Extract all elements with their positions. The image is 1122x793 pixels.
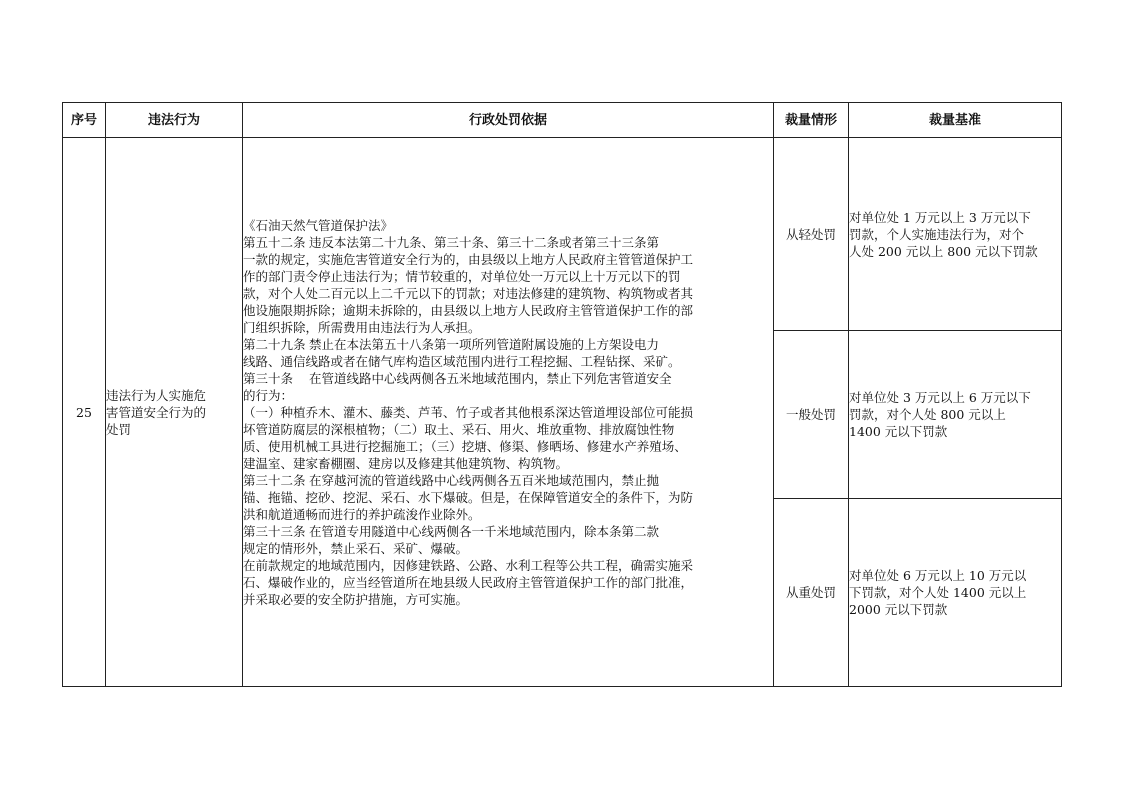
violation-line: 处罚 [106,421,132,437]
standard-light [849,138,1062,331]
article-number: 第三十二条 [243,472,306,488]
article-text: 在穿越河流的管道线路中心线两侧各五百米地域范围内，禁止抛 [309,472,660,488]
standard-normal [849,331,1062,499]
header-discretion-case: 裁量情形 [774,103,849,138]
legal-basis-cell [243,138,774,687]
standard-line: 下罚款，对个人处 1400 元以上 [849,585,1027,600]
header-legal-basis: 行政处罚依据 [243,103,774,138]
case-label-heavy: 从重处罚 [774,499,849,687]
article-text: 在前款规定的地域范围内，因修建铁路、公路、水利工程等公共工程，确需实施采 [243,557,694,573]
article-text: 坏管道防腐层的深根植物；（二）取土、采石、用火、堆放重物、排放腐蚀性物 [243,421,675,437]
legal-basis-line [243,540,773,557]
legal-basis-line [243,557,773,574]
standard-line: 罚款，对个人处 800 元以上 [849,407,1006,422]
article-text: 线路、通信线路或者在储气库构造区域范围内进行工程挖掘、工程钻探、采矿。 [243,353,681,369]
header-violation: 违法行为 [106,103,243,138]
legal-basis-line [243,285,773,302]
legal-basis-line [243,353,773,370]
standard-line: 罚款，个人实施违法行为，对个 [849,226,1025,242]
article-text: 款，对个人处二百元以上二千元以下的罚款；对违法修建的建筑物、构筑物或者其 [243,285,694,301]
standard-line: 对单位处 3 万元以上 6 万元以下 [849,390,1031,405]
article-text: （一）种植乔木、灌木、藤类、芦苇、竹子或者其他根系深达管道埋设部位可能损 [243,404,694,420]
legal-basis-line [243,404,773,421]
article-text: 在管道专用隧道中心线两侧各一千米地域范围内，除本条第二款 [309,523,660,539]
legal-basis-line [243,574,773,591]
article-text: 规定的情形外，禁止采石、采矿、爆破。 [243,540,469,556]
legal-basis-line [243,455,773,472]
violation-cell [106,138,243,687]
legal-basis-line [243,489,773,506]
legal-basis-line [243,421,773,438]
legal-basis-line [243,251,773,268]
article-text: 石、爆破作业的，应当经管道所在地县级人民政府主管管道保护工作的部门批准， [243,574,694,590]
case-label-light: 从轻处罚 [774,138,849,331]
article-text: 建温室、建家畜棚圈、建房以及修建其他建筑物、构筑物。 [243,455,569,471]
article-text: 门组织拆除，所需费用由违法行为人承担。 [243,319,481,335]
article-number: 第五十二条 [243,234,306,250]
standard-line: 对单位处 1 万元以上 3 万元以下 [849,209,1031,225]
penalty-standard-table [62,102,1062,687]
legal-basis-line [243,319,773,336]
article-text: 质、使用机械工具进行挖掘施工；（三）挖塘、修渠、修晒场、修建水产养殖场、 [243,438,687,454]
legal-basis-line [243,217,773,234]
legal-basis-text [243,217,773,608]
legal-basis-line [243,472,773,489]
legal-basis-line [243,506,773,523]
article-text: 作的部门责令停止违法行为；情节较重的，对单位处一万元以上十万元以下的罚 [243,268,681,284]
case-label-normal: 一般处罚 [774,331,849,499]
article-number: 第二十九条 [243,336,306,352]
article-text: 一款的规定，实施危害管道安全行为的，由县级以上地方人民政府主管管道保护工 [243,251,694,267]
article-text: 违反本法第二十九条、第三十条、第三十二条或者第三十三条第 [309,234,660,250]
standard-line: 人处 200 元以上 800 元以下罚款 [849,243,1038,259]
standard-line: 对单位处 6 万元以上 10 万元以 [849,568,1027,583]
article-text: 的行为： [243,387,294,403]
legal-basis-line [243,387,773,404]
article-text: 锚、拖锚、挖砂、挖泥、采石、水下爆破。但是，在保障管道安全的条件下，为防 [243,489,694,505]
article-text: 《石油天然气管道保护法》 [243,217,394,233]
legal-basis-line [243,438,773,455]
legal-basis-line [243,591,773,608]
legal-basis-line [243,302,773,319]
legal-basis-line [243,336,773,353]
standard-line: 1400 元以下罚款 [849,424,948,439]
violation-line: 害管道安全行为的 [106,404,207,420]
article-number: 第三十三条 [243,523,306,539]
header-row [63,103,1062,138]
article-text: 并采取必要的安全防护措施，方可实施。 [243,591,469,607]
standard-heavy [849,499,1062,687]
standard-line: 2000 元以下罚款 [849,602,948,617]
legal-basis-line [243,370,773,387]
violation-line: 违法行为人实施危 [106,387,207,403]
header-discretion-standard: 裁量基准 [849,103,1062,138]
seq-cell: 25 [63,138,106,687]
article-text: 他设施限期拆除；逾期未拆除的，由县级以上地方人民政府主管管道保护工作的部 [243,302,694,318]
article-number: 第三十条 [243,370,294,386]
article-text: 洪和航道通畅而进行的养护疏浚作业除外。 [243,506,481,522]
header-seq: 序号 [63,103,106,138]
article-text: 禁止在本法第五十八条第一项所列管道附属设施的上方架设电力 [309,336,660,352]
legal-basis-line [243,268,773,285]
legal-basis-line [243,523,773,540]
article-text: 在管道线路中心线两侧各五米地域范围内，禁止下列危害管道安全 [309,370,672,386]
table-row [63,138,1062,331]
legal-basis-line [243,234,773,251]
